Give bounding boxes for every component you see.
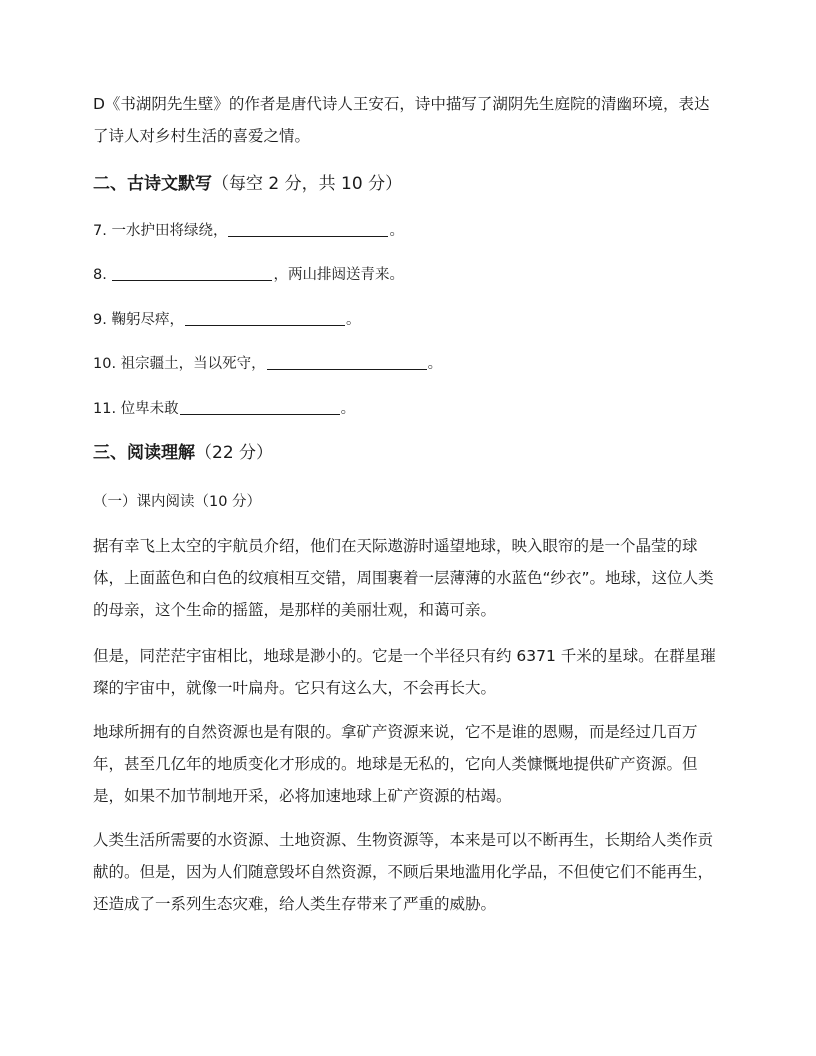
poem-item-10-after: 。 xyxy=(427,356,443,372)
section3-title: 三、阅读理解 xyxy=(93,443,195,463)
poem-item-11-after: 。 xyxy=(340,401,356,417)
reading-paragraph: 据有幸飞上太空的宇航员介绍，他们在天际遨游时遥望地球，映入眼帘的是一个晶莹的球体，上面蓝色和白色的纹痕相互交错，周围裹着一层薄薄的水蓝色“纱衣”。地球，这位人类的母亲，这个生命的摇篮，是那样的美丽壮观，和蔼可亲。 xyxy=(93,537,714,619)
poem-item-10 xyxy=(93,352,442,376)
poem-item-8 xyxy=(93,263,404,287)
section2-note: （每空 2 分，共 10 分） xyxy=(212,174,403,194)
poem-item-11 xyxy=(93,397,355,421)
reading-paragraph: 人类生活所需要的水资源、土地资源、生物资源等，本来是可以不断再生，长期给人类作贡献的。但是，因为人们随意毁坏自然资源，不顾后果地滥用化学品，不但使它们不能再生，还造成了一系列生态灾难，给人类生存带来了严重的威胁。 xyxy=(93,831,714,913)
poem-item-7 xyxy=(93,219,404,243)
option-d-paragraph: D《书湖阴先生壁》的作者是唐代诗人王安石，诗中描写了湖阴先生庭院的清幽环境，表达了诗人对乡村生活的喜爱之情。 xyxy=(93,95,710,145)
poem-item-7-before: 7. 一水护田将绿绕， xyxy=(93,223,228,239)
reading-paragraph: 地球所拥有的自然资源也是有限的。拿矿产资源来说，它不是谁的恩赐，而是经过几百万年，甚至几亿年的地质变化才形成的。地球是无私的，它向人类慷慨地提供矿产资源。但是，如果不加节制地开采，必将加速地球上矿产资源的枯竭。 xyxy=(93,723,698,805)
answer-blank-8[interactable] xyxy=(112,264,272,281)
poem-item-9 xyxy=(93,308,360,332)
section3-subheading: （一）课内阅读（10 分） xyxy=(93,494,262,510)
answer-blank-10[interactable] xyxy=(267,353,427,370)
poem-item-11-before: 11. 位卑未敢 xyxy=(93,401,179,417)
poem-item-9-after: 。 xyxy=(345,312,361,328)
poem-item-8-after: ，两山排闼送青来。 xyxy=(273,267,404,283)
poem-item-10-before: 10. 祖宗疆土，当以死守， xyxy=(93,356,266,372)
section3-note: （22 分） xyxy=(195,443,274,463)
poem-item-7-after: 。 xyxy=(389,223,404,239)
section2-heading xyxy=(93,172,402,196)
answer-blank-9[interactable] xyxy=(185,309,345,326)
section2-title: 二、古诗文默写 xyxy=(93,174,212,194)
reading-paragraph: 但是，同茫茫宇宙相比，地球是渺小的。它是一个半径只有约 6371 千米的星球。在群星璀璨的宇宙中，就像一叶扁舟。它只有这么大，不会再长大。 xyxy=(93,647,716,697)
poem-item-8-before: 8. xyxy=(93,267,112,283)
answer-blank-7[interactable] xyxy=(228,220,388,237)
section3-heading xyxy=(93,441,273,465)
answer-blank-11[interactable] xyxy=(180,398,340,415)
poem-item-9-before: 9. 鞠躬尽瘁， xyxy=(93,312,184,328)
